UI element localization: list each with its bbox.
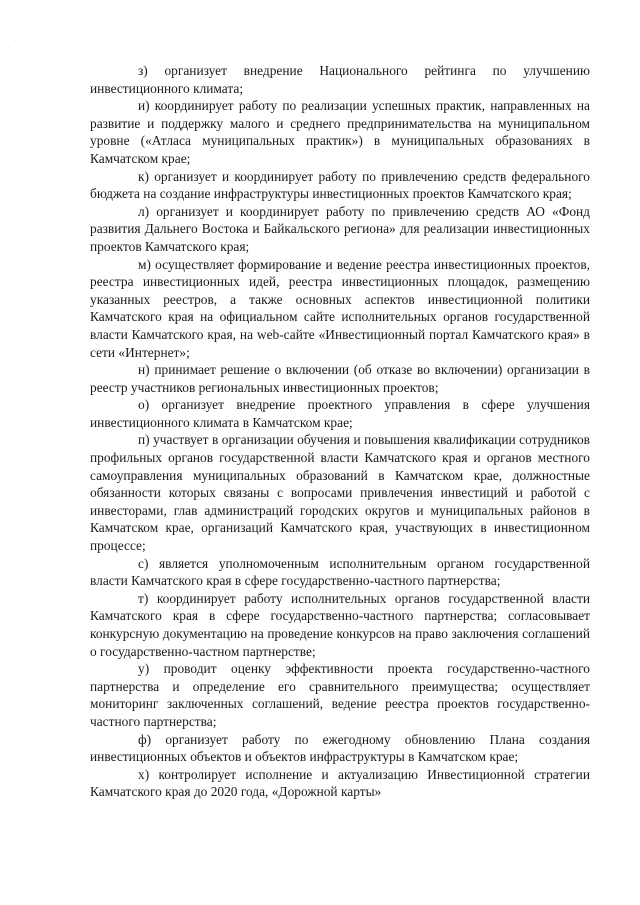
paragraph-t: т) координирует работу исполнительных органов государственной власти Камчатского края в сфере государственно-частного партнерства; согласовывает конкурсную документацию на проведение конкурсов на право заключения соглашений о государственно-частном партнерстве; [90, 590, 590, 659]
paragraph-o: о) организует внедрение проектного управления в сфере улучшения инвестиционного климата в Камчатском крае; [90, 397, 590, 430]
paragraph-s: с) является уполномоченным исполнительным органом государственной власти Камчатского края в сфере государственно-частного партнерства; [90, 555, 590, 589]
document-body [90, 62, 590, 801]
paragraph-z: з) организует внедрение Национального рейтинга по улучшению инвестиционного климата; [90, 63, 590, 96]
paragraph-u: у) проводит оценку эффективности проекта государственно-частного партнерства и определение его сравнительного преимущества; осуществляет мониторинг заключенных соглашений, ведение реестра проектов государственно-частного партнерства; [90, 661, 590, 729]
scan-speck-mark: · [8, 44, 11, 51]
paragraph-l: л) организует и координирует работу по привлечению средств АО «Фонд развития Дальнего Востока и Байкальского региона» для реализации инвестиционных проектов Камчатского края; [90, 203, 590, 254]
paragraph-n: н) принимает решение о включении (об отказе во включении) организации в реестр участников региональных инвестиционных проектов; [90, 362, 590, 395]
paragraph-m: м) осуществляет формирование и ведение реестра инвестиционных проектов, реестра инвестиционных идей, реестра инвестиционных площадок, размещению указанных реестров, а также основных аспектов инвестиционной политики Камчатского края на официальном сайте исполнительных органов государственной власти Камчатского края, на web-сайте «Инвестиционный портал Камчатского края» в сети «Интернет»; [90, 256, 590, 360]
paragraph-i: и) координирует работу по реализации успешных практик, направленных на развитие и поддержку малого и среднего предпринимательства на муниципальном уровне («Атласа муниципальных практик») в муниципальных образованиях в Камчатском крае; [90, 98, 590, 166]
paragraph-p: п) участвует в организации обучения и повышения квалификации сотрудников профильных органов государственной власти Камчатского края и органов местного самоуправления муниципальных образований в Камчатском крае, должностные обязанности которых связаны с вопросами привлечения инвестиций и работой с инвесторами, глав администраций городских округов и муниципальных районов в Камчатском крае, организаций Камчатского края, участвующих в инвестиционном процессе; [90, 432, 590, 554]
paragraph-k: к) организует и координирует работу по привлечению средств федерального бюджета на создание инфраструктуры инвестиционных проектов Камчатского края; [90, 168, 590, 202]
paragraph-f: ф) организует работу по ежегодному обновлению Плана создания инвестиционных объектов и объектов инфраструктуры в Камчатском крае; [90, 731, 590, 765]
paragraph-h: х) контролирует исполнение и актуализацию Инвестиционной стратегии Камчатского края до 2020 года, «Дорожной карты» [90, 766, 590, 800]
